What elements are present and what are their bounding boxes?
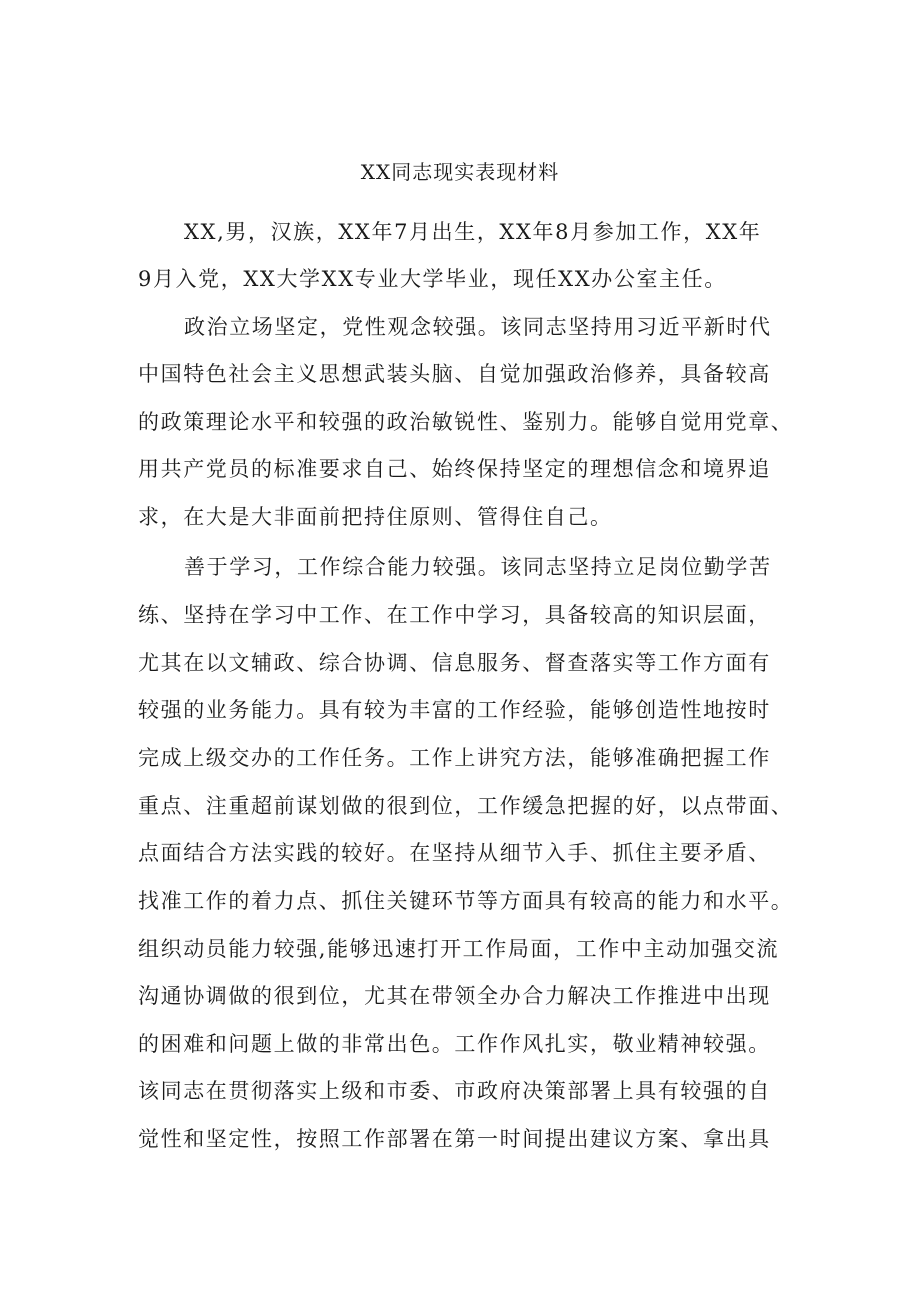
paragraph-2-line-4: 用共产党员的标准要求自己、始终保持坚定的理想信念和境界追: [138, 457, 771, 481]
paragraph-3-line-13: 觉性和坚定性，按照工作部署在第一时间提出建议方案、拿出具: [138, 1127, 771, 1151]
paragraph-3-line-2: 练、坚持在学习中工作、在工作中学习，具备较高的知识层面，: [138, 603, 771, 627]
paragraph-3-line-5: 完成上级交办的工作任务。工作上讲究方法，能够准确把握工作: [138, 746, 771, 770]
paragraph-1-line-2: 9月入党，XX大学XX专业大学毕业，现任XX办公室主任。: [138, 267, 727, 291]
paragraph-3-line-1: 善于学习，工作综合能力较强。该同志坚持立足岗位勤学苦: [184, 555, 772, 579]
paragraph-2-line-5: 求，在大是大非面前把持住原则、管得住自己。: [138, 505, 613, 529]
paragraph-2-line-1: 政治立场坚定，党性观念较强。该同志坚持用习近平新时代: [184, 315, 772, 339]
document-title: XX同志现实表现材料: [360, 160, 560, 184]
paragraph-3-line-3: 尤其在以文辅政、综合协调、信息服务、督查落实等工作方面有: [138, 651, 771, 675]
paragraph-3-line-11: 的困难和问题上做的非常出色。工作作风扎实，敬业精神较强。: [138, 1032, 771, 1056]
paragraph-3-line-4: 较强的业务能力。具有较为丰富的工作经验，能够创造性地按时: [138, 698, 771, 722]
paragraph-3-line-12: 该同志在贯彻落实上级和市委、市政府决策部署上具有较强的自: [138, 1079, 771, 1103]
paragraph-1-line-1: XX,男，汉族，XX年7月出生，XX年8月参加工作，XX年: [184, 220, 762, 244]
paragraph-3-line-9: 组织动员能力较强,能够迅速打开工作局面，工作中主动加强交流: [138, 937, 780, 961]
paragraph-3-line-7: 点面结合方法实践的较好。在坚持从细节入手、抓住主要矛盾、: [138, 841, 771, 865]
paragraph-3-line-6: 重点、注重超前谋划做的很到位，工作缓急把握的好，以点带面、: [138, 794, 794, 818]
paragraph-2-line-2: 中国特色社会主义思想武装头脑、自觉加强政治修养，具备较高: [138, 362, 771, 386]
paragraph-3-line-8: 找准工作的着力点、抓住关键环节等方面具有较高的能力和水平。: [138, 889, 794, 913]
paragraph-2-line-3: 的政策理论水平和较强的政治敏锐性、鉴别力。能够自觉用党章、: [138, 410, 794, 434]
paragraph-3-line-10: 沟通协调做的很到位，尤其在带领全办合力解决工作推进中出现: [138, 984, 771, 1008]
